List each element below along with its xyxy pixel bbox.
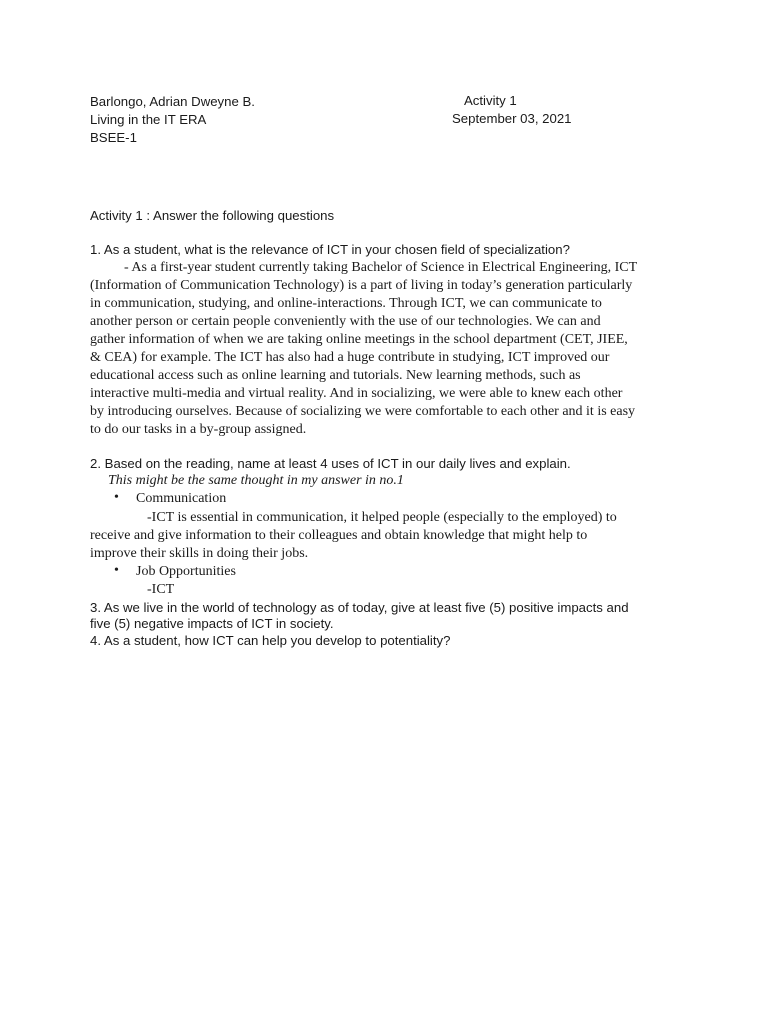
bullet-line: receive and give information to their colleagues and obtain knowledge that might help to <box>90 528 588 543</box>
answer-1-line: gather information of when we are taking online meetings in the school department (CET, JIEE, <box>90 332 628 347</box>
bullet-title: Job Opportunities <box>136 564 236 579</box>
activity-label: Activity 1 <box>464 93 517 108</box>
bullet-icon: • <box>114 563 119 578</box>
question-4: 4. As a student, how ICT can help you develop to potentiality? <box>90 633 451 648</box>
bullet-icon: • <box>114 490 119 505</box>
bullet-line: improve their skills in doing their jobs. <box>90 546 309 561</box>
section: BSEE-1 <box>90 130 137 145</box>
student-name: Barlongo, Adrian Dweyne B. <box>90 94 255 109</box>
question-2-note: This might be the same thought in my answer in no.1 <box>108 473 404 488</box>
date: September 03, 2021 <box>452 111 572 126</box>
answer-1-line: interactive multi-media and virtual reality. And in socializing, we were able to knew each other <box>90 386 623 401</box>
bullet-line: -ICT <box>147 582 175 597</box>
bullet-title: Communication <box>136 491 227 506</box>
answer-1-line: by introducing ourselves. Because of socializing we were comfortable to each other and it is easy <box>90 404 636 419</box>
answer-1-line: in communication, studying, and online-interactions. Through ICT, we can communicate to <box>90 296 602 311</box>
answer-1-line: & CEA) for example. The ICT has also had a huge contribute in studying, ICT improved our <box>90 350 610 365</box>
bullet-line: -ICT is essential in communication, it helped people (especially to the employed) to <box>147 510 617 525</box>
question-3-line: 3. As we live in the world of technology as of today, give at least five (5) positive impacts and <box>90 600 629 615</box>
question-1: 1. As a student, what is the relevance of ICT in your chosen field of specialization? <box>90 242 570 257</box>
question-3-line: five (5) negative impacts of ICT in society. <box>90 616 334 631</box>
answer-1-line: (Information of Communication Technology) is a part of living in today’s generation particularly <box>90 278 633 293</box>
question-2: 2. Based on the reading, name at least 4 uses of ICT in our daily lives and explain. <box>90 456 571 471</box>
answer-1-line: another person or certain people conveniently with the use of our technologies. We can and <box>90 314 601 329</box>
instructions: Activity 1 : Answer the following questions <box>90 208 335 223</box>
answer-1-line: - As a first-year student currently taking Bachelor of Science in Electrical Engineering, ICT <box>124 260 638 275</box>
answer-1-line: educational access such as online learning and tutorials. New learning methods, such as <box>90 368 581 383</box>
course-title: Living in the IT ERA <box>90 112 207 127</box>
header-left <box>90 93 255 147</box>
answer-1-line: to do our tasks in a by-group assigned. <box>90 422 307 437</box>
